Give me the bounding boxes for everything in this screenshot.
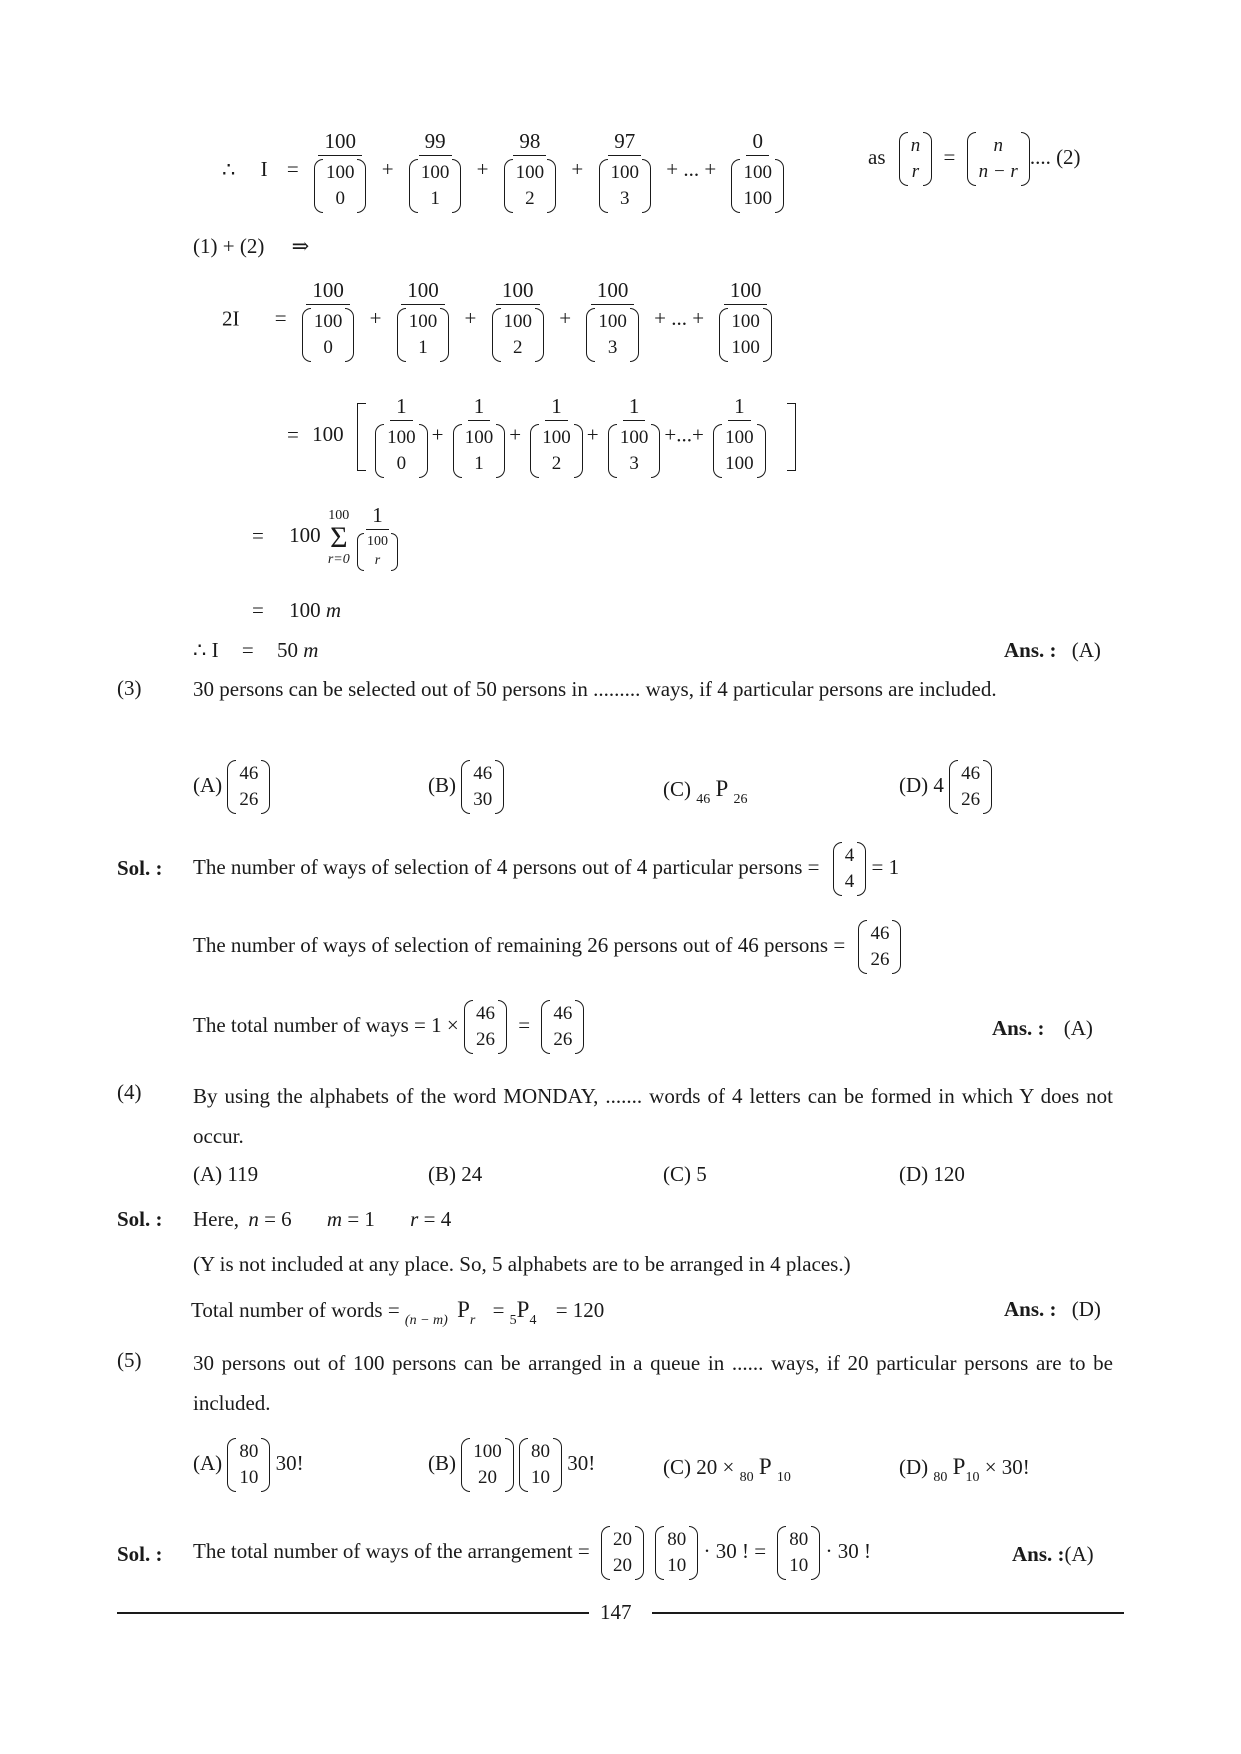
q3-sol-line3: The total number of ways = 1 × 46 26 = 46 26 [193, 1000, 584, 1054]
step-label: (1) + (2) ⇒ [193, 234, 310, 258]
eq2-term-2: 100 100 2 [492, 279, 545, 362]
eq2-term-3: 100 100 3 [586, 279, 639, 362]
q5-text: 30 persons out of 100 persons can be arranged in a queue in ...... ways, if 20 particular persons are to be included. [193, 1351, 1113, 1415]
eq1-row: ∴ I = 100 100 0 + 99 100 1 + 98 100 2 + 97 100 3 + ... + 0 100 100 [222, 130, 788, 213]
eq6-row: ∴ I = 50 m [193, 638, 319, 662]
eq2-lhs: 2I [222, 306, 240, 331]
q5-option-b: (B) 100 20 80 10 30! [428, 1438, 595, 1492]
q4-option-d: (D) 120 [899, 1162, 965, 1186]
eq1-term-2: 98 100 2 [504, 130, 557, 213]
eq3-term-1: 1 100 1 [453, 395, 506, 478]
therefore-symbol: ∴ [222, 157, 236, 182]
eq1-term-3: 97 100 3 [599, 130, 652, 213]
eq2-term-4: 100 100 100 [719, 279, 772, 362]
q5-option-a: (A) 80 10 30! [193, 1438, 304, 1492]
q5-option-d: (D) $_{80}$ $P_{10} \times 30$! [899, 1454, 1030, 1485]
eq1-tag: .... (2) [1029, 144, 1081, 169]
eq2-term-0: 100 100 0 [302, 279, 355, 362]
q5-option-c: (C) 20 × $_{80}$ P $_{10}$ [663, 1454, 791, 1485]
eq1-term-0: 100 100 0 [314, 130, 367, 213]
q3-option-a: (A) 46 26 [193, 760, 270, 814]
q3-answer: Ans. : (A) [992, 1016, 1093, 1040]
q4-sol-vars: Here, n = 6 m = 1 r = 4 [193, 1207, 452, 1231]
eq4-fraction: 1 100 r [357, 504, 398, 571]
q5-number: (5) [117, 1348, 142, 1372]
footer-rule-left [117, 1612, 589, 1614]
q4-option-a: (A) 119 [193, 1162, 259, 1186]
eq3-term-4: 1 100 100 [713, 395, 766, 478]
page-number: 147 [600, 1600, 632, 1624]
eq5-row: = 100 m [252, 598, 342, 622]
q4-answer: Ans. : (D) [1004, 1297, 1101, 1321]
q3-option-c: (C) $_{46}$ P $_{26}$ [663, 776, 748, 807]
q3-option-d: (D) 4 46 26 [899, 760, 992, 814]
eq6-answer: Ans. : (A) [1004, 638, 1101, 662]
q3-sol-line2: The number of ways of selection of remaining 26 persons out of 46 persons = 46 26 [193, 920, 901, 974]
eq3-factor: 100 [312, 422, 344, 447]
eq3-term-0: 1 100 0 [375, 395, 428, 478]
q4-option-c: (C) 5 [663, 1162, 707, 1186]
q3-sol-line1: The number of ways of selection of 4 persons out of 4 particular persons = 4 4 = 1 [193, 842, 899, 896]
q4-option-b: (B) 24 [428, 1162, 483, 1186]
q4-sol-note: (Y is not included at any place. So, 5 alphabets are to be arranged in 4 places.) [193, 1252, 851, 1276]
q3-text: 30 persons can be selected out of 50 persons in ......... ways, if 4 particular persons are included. [193, 677, 997, 701]
q5-sol-label: Sol. : [117, 1542, 163, 1566]
eq2-row: 2I = 100 100 0 + 100 100 1 + 100 100 2 + 100 100 3 + ... + 100 100 100 [222, 279, 776, 362]
q4-text: By using the alphabets of the word MONDAY, ....... words of 4 letters can be formed in which Y does not occur. [193, 1084, 1113, 1148]
q3-sol-label: Sol. : [117, 856, 163, 880]
q4-number: (4) [117, 1080, 142, 1104]
q3-option-b: (B) 46 30 [428, 760, 504, 814]
eq1-term-1: 99 100 1 [409, 130, 462, 213]
footer-rule-right [652, 1612, 1124, 1614]
eq2-term-1: 100 100 1 [397, 279, 450, 362]
q5-answer: Ans. :(A) [1012, 1542, 1094, 1566]
eq3-term-3: 1 100 3 [608, 395, 661, 478]
q5-sol-line: The total number of ways of the arrangement = 20 20 80 10 · 30 ! = 80 10 · 30 ! [193, 1526, 871, 1580]
eq3-term-2: 1 100 2 [530, 395, 583, 478]
q4-sol-label: Sol. : [117, 1207, 163, 1231]
q4-sol-total: Total number of words = $_{(n - m)}$ $P_r = _5P_4 = 120$ [191, 1297, 605, 1328]
eq1-term-4: 0 100 100 [731, 130, 784, 213]
eq4-row: = 100 100 Σ r=0 1 100 r [252, 504, 402, 571]
q3-number: (3) [117, 676, 142, 700]
eq3-row: = 100 1 100 0 + 1 100 1 + 1 100 2 + 1 100 3 +...+ 1 100 100 [287, 395, 796, 478]
eq1-equals: = [286, 157, 299, 182]
eq1-lhs: I [260, 157, 268, 182]
eq1-note: as n r = n n − r .... (2) [868, 132, 1081, 186]
sigma-symbol: 100 Σ r=0 [327, 507, 350, 567]
